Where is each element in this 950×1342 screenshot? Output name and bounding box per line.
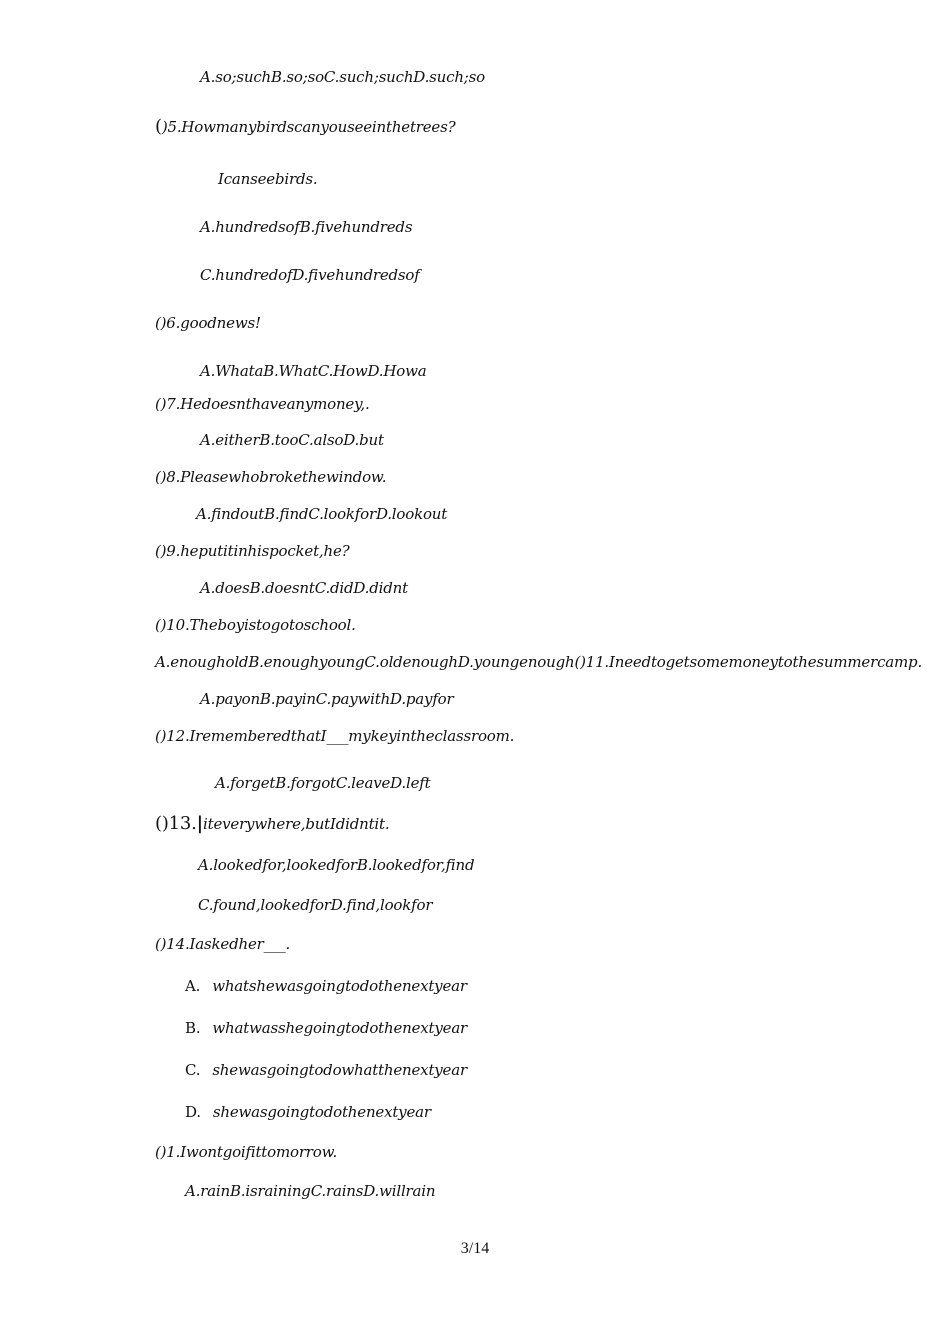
answer-options-q6: A.WhataB.WhatC.HowD.Howa [200, 362, 427, 380]
option-c-row [185, 1061, 467, 1079]
question-5-text: )5.Howmanybirdscanyouseeinthetrees? [161, 118, 456, 136]
answer-options-q5-ab: A.hundredsofB.fivehundreds [200, 218, 413, 236]
question-6: ()6.goodnews! [155, 314, 261, 332]
answer-options-q5-cd: C.hundredofD.fivehundredsof [200, 266, 420, 284]
answer-options-q9: A.doesB.doesntC.didD.didnt [200, 579, 408, 597]
question-5 [155, 118, 455, 136]
option-d-text: shewasgoingtodothenextyear [212, 1103, 431, 1121]
question-13 [155, 815, 389, 833]
question-10: ()10.Theboyistogotoschool. [155, 616, 356, 634]
question-9: ()9.heputitinhispocket,he? [155, 542, 350, 560]
answer-options-q11: A.payonB.payinC.paywithD.payfor [200, 690, 454, 708]
answer-options-q13-ab: A.lookedfor,lookedforB.lookedfor,find [198, 856, 475, 874]
question-7: ()7.Hedoesnthaveanymoney,. [155, 395, 370, 413]
option-b-label: B. [185, 1019, 201, 1037]
option-c-text: shewasgoingtodowhatthenextyear [212, 1061, 467, 1079]
page-number: 3/14 [460, 1240, 490, 1257]
question-5-sentence: Icanseebirds. [218, 170, 318, 188]
answer-options-q4: A.so;suchB.so;soC.such;suchD.such;so [200, 68, 485, 86]
answer-options-q1: A.rainB.israiningC.rainsD.willrain [185, 1182, 436, 1200]
question-12: ()12.IrememberedthatI___mykeyintheclassroom. [155, 727, 515, 745]
option-a-text: whatshewasgoingtodothenextyear [212, 977, 467, 995]
answer-options-q8: A.findoutB.findC.lookforD.lookout [196, 505, 448, 523]
question-14: ()14.Iaskedher___. [155, 935, 291, 953]
question-8: ()8.Pleasewhobrokethewindow. [155, 468, 387, 486]
answer-options-q7: A.eitherB.tooC.alsoD.but [200, 431, 384, 449]
answer-options-q13-cd: C.found,lookedforD.find,lookfor [198, 896, 433, 914]
question-1: ()1.Iwontgoifittomorrow. [155, 1143, 338, 1161]
option-b-row [185, 1019, 467, 1037]
answer-options-q12: A.forgetB.forgotC.leaveD.left [215, 774, 431, 792]
option-d-row [185, 1103, 431, 1121]
answer-paren: ( [155, 116, 162, 137]
option-d-label: D. [185, 1103, 201, 1121]
option-a-label: A. [185, 977, 201, 995]
option-c-label: C. [185, 1061, 201, 1079]
question-13-number: ()13. [155, 813, 197, 834]
text-cursor: | [196, 813, 204, 834]
option-a-row [185, 977, 467, 995]
option-b-text: whatwasshegoingtodothenextyear [212, 1019, 468, 1037]
answer-options-q10-and-question-11: A.enougholdB.enoughyoungC.oldenoughD.youngenough()11.Ineedtogetsomemoneytothesummercamp. [155, 653, 923, 671]
question-13-text: iteverywhere,butIdidntit. [203, 815, 390, 833]
